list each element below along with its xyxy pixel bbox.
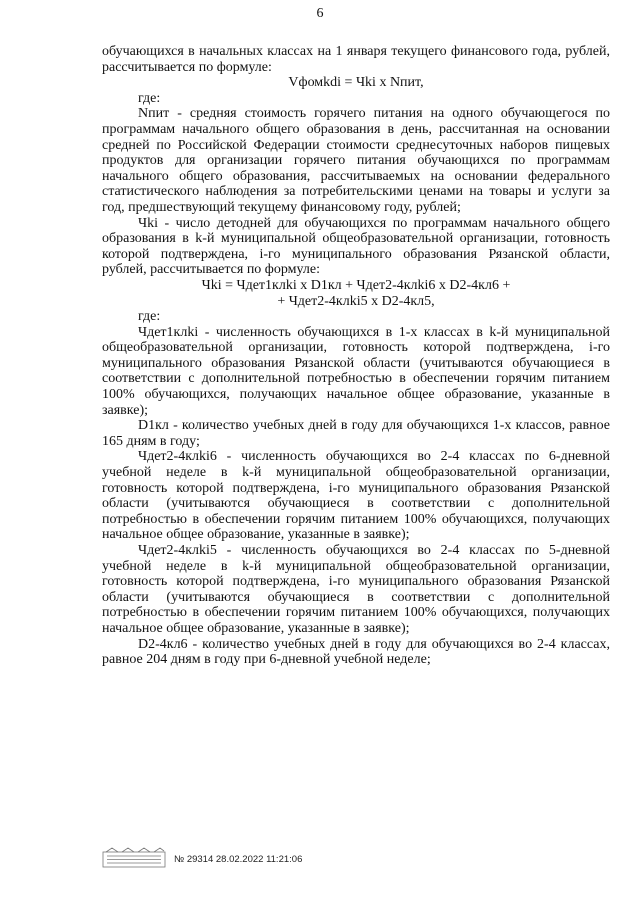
page-number: 6 xyxy=(316,6,324,21)
paragraph-npit: Nпит - средняя стоимость горячего питания на одного обучающегося по программам начального общего образования в день, рассчитанная на основании средней по Российской Федерации стоимости среднесуточных наборов пищевых продуктов для организации горячего питания обучающихся по программам начального общего образования, рассчитываемых на основании федерального статистического наблюдения за потребительскими ценами на товары и услуги за год, предшествующий текущему финансовому году, рублей; xyxy=(102,106,610,215)
document-body xyxy=(102,44,610,668)
registration-stamp-icon xyxy=(102,846,166,868)
paragraph-chdet1: Чдет1клki - численность обучающихся в 1-х классах в k-й муниципальной общеобразовательной организации, готовность которой подтверждена, i-го муниципального образования Рязанской области (учитываются обучающиеся в соответствии с дополнительной потребностью в обеспечении горячим питанием 100% обучающихся, получающих начальное общее образование, указанные в заявке); xyxy=(102,324,610,418)
paragraph-d1kl: D1кл - количество учебных дней в году для обучающихся 1-х классов, равное 165 дням в году; xyxy=(102,418,610,449)
paragraph-chki: Чki - число детодней для обучающихся по программам начального общего образования в k-й муниципальной общеобразовательной организации, готовность которой подтверждена, i-го муниципального образования Рязанской области, рублей, рассчитывается по формуле: xyxy=(102,215,610,278)
document-registration-info: № 29314 28.02.2022 11:21:06 xyxy=(174,854,303,865)
paragraph-chdet6: Чдет2-4клki6 - численность обучающихся во 2-4 классах по 6-дневной учебной неделе в k-й муниципальной общеобразовательной организации, готовность которой подтверждена, i-го муниципального образования Рязанской области (учитываются обучающиеся в соответствии с дополнительной потребностью в обеспечении горячим питанием 100% обучающихся, получающих начальное общее образование, указанные в заявке); xyxy=(102,449,610,543)
paragraph-chdet5: Чдет2-4клki5 - численность обучающихся во 2-4 классах по 5-дневной учебной неделе в k-й муниципальной общеобразовательной организации, готовность которой подтверждена, i-го муниципального образования Рязанской области (учитываются обучающиеся в соответствии с дополнительной потребностью в обеспечении горячим питанием 100% обучающихся, получающих начальное общее образование, указанные в заявке); xyxy=(102,543,610,636)
formula-chki-line1: Чki = Чдет1клki х D1кл + Чдет2-4клki6 х D2-4кл6 + xyxy=(201,277,511,293)
paragraph-d2-4kl6: D2-4кл6 - количество учебных дней в году для обучающихся во 2-4 классах, равное 204 дням в году при 6-дневной учебной неделе; xyxy=(102,636,610,668)
where-label: где: xyxy=(138,309,161,325)
document-footer xyxy=(102,842,502,872)
paragraph-intro: обучающихся в начальных классах на 1 января текущего финансового года, рублей, рассчитывается по формуле: xyxy=(102,44,610,75)
formula-chki-line2: + Чдет2-4клki5 х D2-4кл5, xyxy=(277,293,435,309)
formula-vfom: Vфомkdi = Чki х Nпит, xyxy=(288,75,424,91)
where-label: где: xyxy=(138,90,161,106)
